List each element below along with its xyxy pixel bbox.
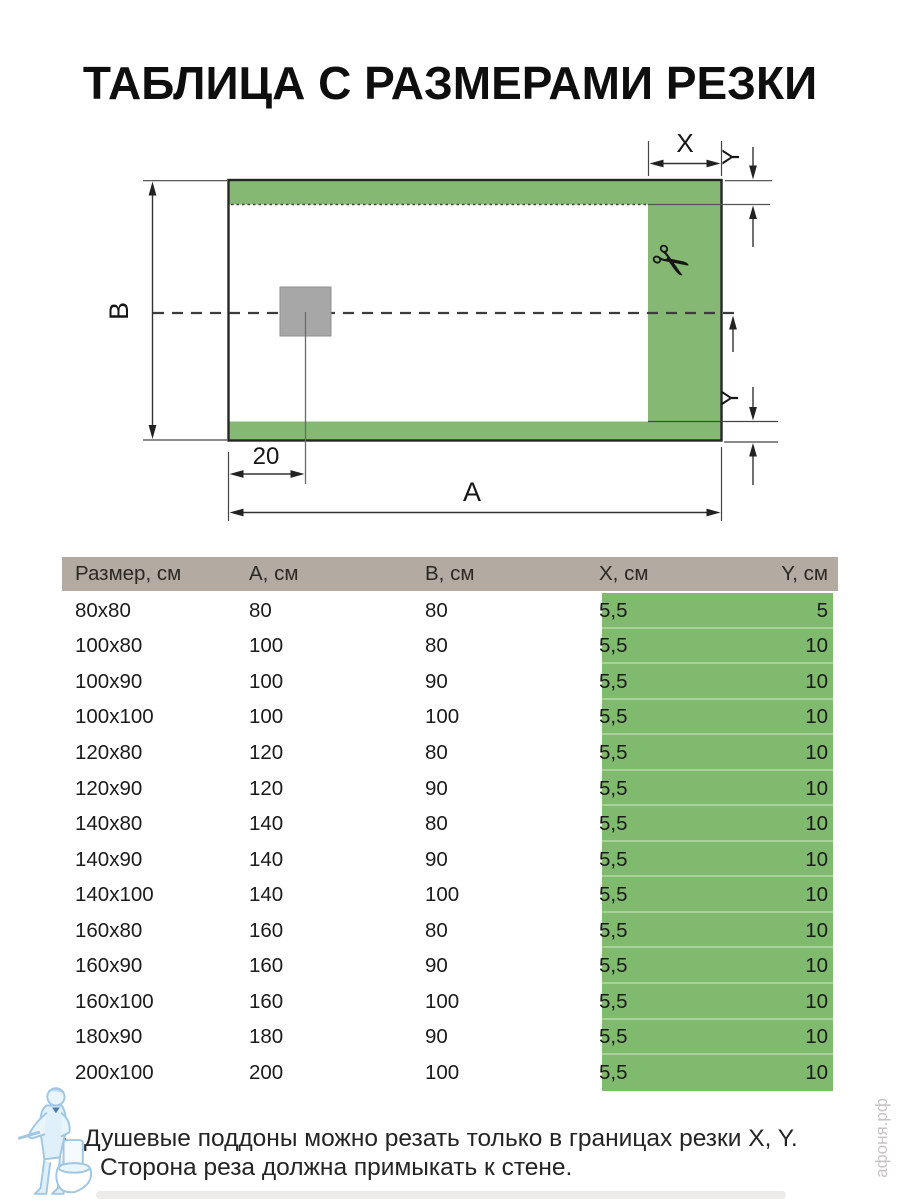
cell-x: 5,5: [599, 705, 628, 729]
cell-a: 180: [249, 1025, 284, 1049]
cell-size: 140x100: [75, 883, 154, 907]
header-x: X, см: [599, 562, 649, 585]
cell-size: 160x100: [75, 989, 154, 1013]
cell-b: 80: [425, 740, 448, 764]
table-body: [62, 593, 838, 1091]
cell-x: 5,5: [599, 598, 628, 622]
label-a: A: [462, 477, 482, 507]
cell-b: 80: [425, 634, 448, 658]
cell-size: 80x80: [75, 598, 131, 622]
cell-a: 120: [249, 776, 284, 800]
cell-b: 90: [425, 776, 448, 800]
label-y-top: Y: [718, 148, 745, 166]
label-x: X: [676, 128, 694, 158]
cell-y: 10: [805, 954, 828, 978]
cell-size: 140x80: [75, 812, 143, 836]
cell-size: 140x90: [75, 847, 143, 871]
watermark-text: афоня.рф: [872, 1098, 891, 1178]
label-offset: 20: [252, 443, 280, 470]
arrowhead: [749, 206, 757, 220]
center-line-arrow: [729, 316, 737, 353]
table-row: [62, 842, 838, 878]
arrowhead: [749, 407, 757, 421]
table-row: [62, 984, 838, 1020]
table-row: [62, 629, 838, 665]
cell-x: 5,5: [599, 883, 628, 907]
cell-a: 140: [249, 847, 284, 871]
cell-b: 80: [425, 598, 448, 622]
cell-size: 100x90: [75, 669, 143, 693]
header-y: Y, см: [781, 562, 828, 585]
cell-a: 120: [249, 740, 284, 764]
cell-a: 200: [249, 1060, 284, 1084]
arrowhead: [291, 470, 305, 478]
cell-y: 10: [805, 669, 828, 693]
cell-size: 160x80: [75, 918, 143, 942]
cell-x: 5,5: [599, 812, 628, 836]
arrowhead: [650, 160, 664, 168]
cell-size: 160x90: [75, 954, 143, 978]
cell-b: 100: [425, 989, 460, 1013]
arrowhead: [749, 166, 757, 180]
cutting-size-table: [62, 557, 838, 1091]
cell-b: 90: [425, 954, 448, 978]
header-size: Размер, см: [75, 562, 182, 585]
cell-a: 100: [249, 669, 284, 693]
cell-size: 100x100: [75, 705, 154, 729]
arrowhead: [749, 443, 757, 457]
arrowhead: [149, 425, 157, 439]
cell-b: 80: [425, 812, 448, 836]
table-row: [62, 664, 838, 700]
cell-size: 120x80: [75, 740, 143, 764]
label-y-bottom: Y: [717, 389, 744, 407]
cell-b: 90: [425, 1025, 448, 1049]
cell-y: 10: [805, 1025, 828, 1049]
cell-x: 5,5: [599, 1025, 628, 1049]
cell-b: 90: [425, 847, 448, 871]
table-row: [62, 1020, 838, 1056]
cell-y: 5: [816, 598, 828, 622]
cell-x: 5,5: [599, 1060, 628, 1084]
cell-a: 160: [249, 989, 284, 1013]
page-title: ТАБЛИЦА С РАЗМЕРАМИ РЕЗКИ: [82, 57, 818, 109]
cell-size: 180x90: [75, 1025, 143, 1049]
footnote: [84, 1124, 854, 1182]
cell-x: 5,5: [599, 989, 628, 1013]
dimension-b: [143, 181, 227, 440]
cell-a: 80: [249, 598, 272, 622]
cell-x: 5,5: [599, 776, 628, 800]
bottom-partial-bar: [96, 1191, 786, 1199]
table-row: [62, 913, 838, 949]
cell-x: 5,5: [599, 740, 628, 764]
cell-b: 100: [425, 705, 460, 729]
cell-a: 160: [249, 918, 284, 942]
cell-x: 5,5: [599, 954, 628, 978]
cell-a: 160: [249, 954, 284, 978]
table-row: [62, 700, 838, 736]
cell-y: 10: [805, 776, 828, 800]
cell-a: 100: [249, 705, 284, 729]
cell-x: 5,5: [599, 847, 628, 871]
cell-b: 80: [425, 918, 448, 942]
footnote-line2: Сторона реза должна примыкать к стене.: [100, 1154, 573, 1181]
label-b: B: [104, 301, 134, 321]
cell-a: 100: [249, 634, 284, 658]
table-row: [62, 806, 838, 842]
cell-x: 5,5: [599, 669, 628, 693]
table-row: [62, 593, 838, 629]
cell-y: 10: [805, 1060, 828, 1084]
arrowhead: [149, 182, 157, 196]
cell-x: 5,5: [599, 634, 628, 658]
header-a: А, см: [249, 562, 299, 585]
arrowhead: [230, 509, 244, 517]
cell-x: 5,5: [599, 918, 628, 942]
arrowhead: [707, 509, 721, 517]
cell-y: 10: [805, 634, 828, 658]
cell-size: 200x100: [75, 1060, 154, 1084]
cell-y: 10: [805, 705, 828, 729]
header-b: В, см: [425, 562, 475, 585]
cell-y: 10: [805, 740, 828, 764]
table-row: [62, 771, 838, 807]
cell-y: 10: [805, 847, 828, 871]
cell-size: 100x80: [75, 634, 143, 658]
cell-b: 100: [425, 1060, 460, 1084]
cell-y: 10: [805, 918, 828, 942]
cell-y: 10: [805, 883, 828, 907]
table-row: [62, 735, 838, 771]
cell-size: 120x90: [75, 776, 143, 800]
table-header-row: [62, 557, 838, 591]
scissors-icon: ✂: [640, 229, 702, 295]
cell-a: 140: [249, 883, 284, 907]
table-row: [62, 877, 838, 913]
table-row: [62, 948, 838, 984]
cell-y: 10: [805, 989, 828, 1013]
cell-y: 10: [805, 812, 828, 836]
cell-a: 140: [249, 812, 284, 836]
plumber-logo: [6, 1084, 102, 1200]
cell-b: 100: [425, 883, 460, 907]
cutting-diagram: [0, 0, 900, 560]
cell-b: 90: [425, 669, 448, 693]
footnote-line1: Душевые поддоны можно резать только в границах резки X, Y.: [84, 1125, 798, 1152]
table-row: [62, 1055, 838, 1091]
arrowhead: [230, 470, 244, 478]
